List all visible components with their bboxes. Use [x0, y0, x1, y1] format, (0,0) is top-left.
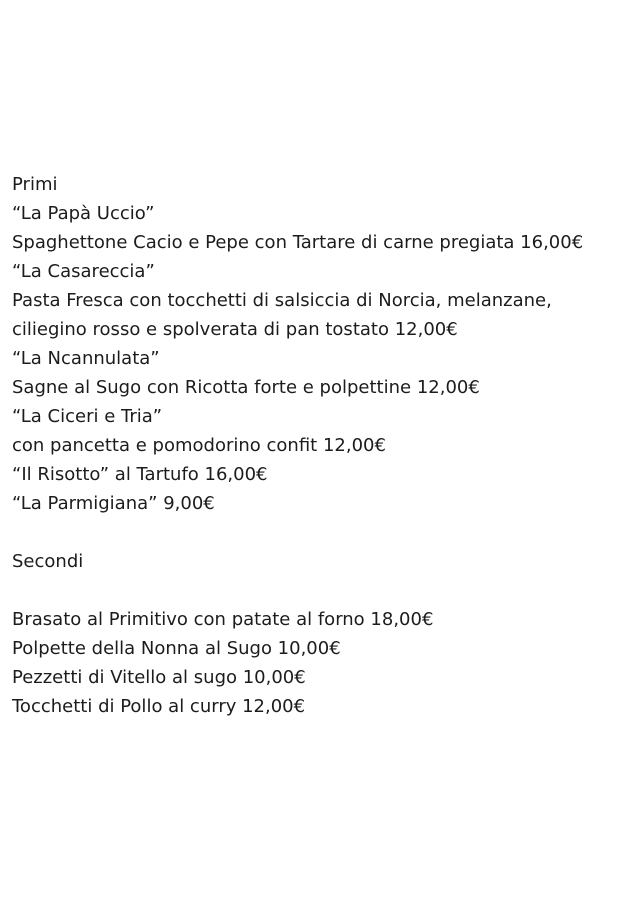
- secondi-line-brasato: Brasato al Primitivo con patate al forno 18,00€: [12, 609, 434, 630]
- primi-line-ciceri-title: “La Ciceri e Tria”: [12, 406, 163, 427]
- secondi-line-vitello: Pezzetti di Vitello al sugo 10,00€: [12, 667, 306, 688]
- primi-line-risotto: “Il Risotto” al Tartufo 16,00€: [12, 464, 268, 485]
- spacer: [12, 518, 632, 547]
- secondi-line-polpette: Polpette della Nonna al Sugo 10,00€: [12, 638, 341, 659]
- primi-line-ncannulata-title: “La Ncannulata”: [12, 348, 160, 369]
- secondi-line-pollo: Tocchetti di Pollo al curry 12,00€: [12, 696, 306, 717]
- menu-text: [12, 170, 632, 721]
- primi-line-papa-uccio-desc: Spaghettone Cacio e Pepe con Tartare di carne pregiata 16,00€: [12, 232, 584, 253]
- primi-heading: Primi: [12, 174, 58, 195]
- primi-line-ncannulata-desc: Sagne al Sugo con Ricotta forte e polpettine 12,00€: [12, 377, 480, 398]
- primi-line-ciceri-desc: con pancetta e pomodorino confit 12,00€: [12, 435, 386, 456]
- primi-line-casareccia-title: “La Casareccia”: [12, 261, 155, 282]
- primi-line-casareccia-desc-1: Pasta Fresca con tocchetti di salsiccia di Norcia, melanzane,: [12, 290, 552, 311]
- primi-line-parmigiana: “La Parmigiana” 9,00€: [12, 493, 215, 514]
- primi-line-papa-uccio-title: “La Papà Uccio”: [12, 203, 155, 224]
- spacer: [12, 576, 632, 605]
- secondi-heading: Secondi: [12, 551, 84, 572]
- primi-line-casareccia-desc-2: ciliegino rosso e spolverata di pan tostato 12,00€: [12, 319, 458, 340]
